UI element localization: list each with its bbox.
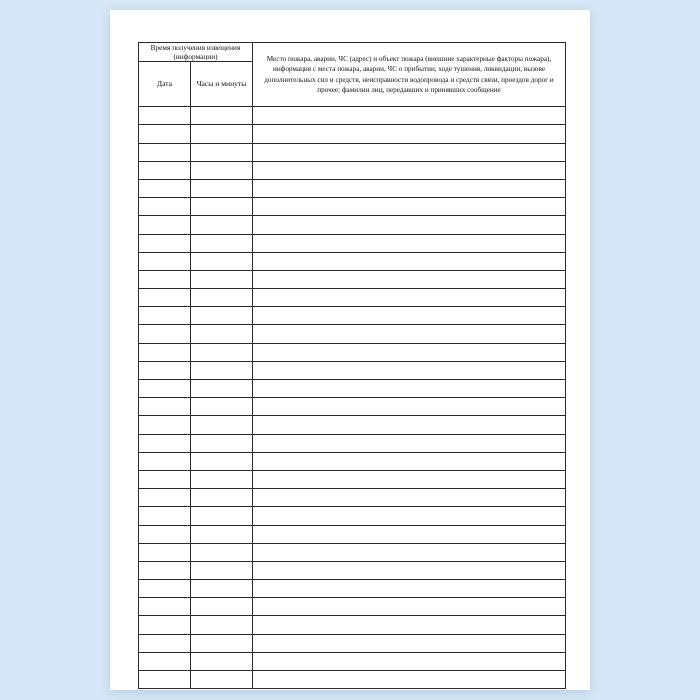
cell-date[interactable]	[139, 489, 191, 507]
table-row[interactable]	[139, 489, 566, 507]
header-date: Дата	[139, 62, 191, 107]
cell-description[interactable]	[253, 416, 566, 434]
cell-time[interactable]	[191, 416, 253, 434]
cell-date[interactable]	[139, 179, 191, 197]
cell-time[interactable]	[191, 143, 253, 161]
table-row[interactable]	[139, 234, 566, 252]
cell-date[interactable]	[139, 543, 191, 561]
cell-date[interactable]	[139, 216, 191, 234]
cell-date[interactable]	[139, 343, 191, 361]
table-row[interactable]	[139, 252, 566, 270]
cell-date[interactable]	[139, 270, 191, 288]
table-row[interactable]	[139, 616, 566, 634]
table-row[interactable]	[139, 598, 566, 616]
cell-date[interactable]	[139, 652, 191, 670]
table-row[interactable]	[139, 270, 566, 288]
table-row[interactable]	[139, 580, 566, 598]
cell-description[interactable]	[253, 561, 566, 579]
cell-date[interactable]	[139, 598, 191, 616]
cell-time[interactable]	[191, 434, 253, 452]
cell-description[interactable]	[253, 107, 566, 125]
table-row[interactable]	[139, 380, 566, 398]
cell-description[interactable]	[253, 307, 566, 325]
cell-time[interactable]	[191, 525, 253, 543]
cell-date[interactable]	[139, 616, 191, 634]
header-time-received-group: Время получения извещения (информации)	[139, 43, 253, 62]
cell-description[interactable]	[253, 470, 566, 488]
cell-time[interactable]	[191, 507, 253, 525]
cell-description[interactable]	[253, 325, 566, 343]
table-row[interactable]	[139, 307, 566, 325]
cell-time[interactable]	[191, 343, 253, 361]
cell-time[interactable]	[191, 580, 253, 598]
cell-date[interactable]	[139, 470, 191, 488]
cell-date[interactable]	[139, 525, 191, 543]
table-row[interactable]	[139, 289, 566, 307]
cell-time[interactable]	[191, 125, 253, 143]
cell-description[interactable]	[253, 525, 566, 543]
cell-time[interactable]	[191, 470, 253, 488]
cell-time[interactable]	[191, 252, 253, 270]
cell-description[interactable]	[253, 543, 566, 561]
table-row[interactable]	[139, 179, 566, 197]
document-page	[110, 10, 590, 690]
cell-time[interactable]	[191, 634, 253, 652]
cell-description[interactable]	[253, 125, 566, 143]
cell-time[interactable]	[191, 652, 253, 670]
table-row[interactable]	[139, 143, 566, 161]
cell-time[interactable]	[191, 234, 253, 252]
cell-date[interactable]	[139, 434, 191, 452]
cell-time[interactable]	[191, 598, 253, 616]
header-row-group	[139, 43, 566, 62]
cell-date[interactable]	[139, 143, 191, 161]
cell-date[interactable]	[139, 161, 191, 179]
journal-table	[138, 42, 566, 689]
cell-description[interactable]	[253, 434, 566, 452]
cell-date[interactable]	[139, 325, 191, 343]
table-row[interactable]	[139, 216, 566, 234]
table-header	[139, 43, 566, 107]
cell-time[interactable]	[191, 216, 253, 234]
cell-time[interactable]	[191, 161, 253, 179]
cell-description[interactable]	[253, 671, 566, 689]
cell-date[interactable]	[139, 634, 191, 652]
cell-description[interactable]	[253, 270, 566, 288]
cell-description[interactable]	[253, 289, 566, 307]
table-row[interactable]	[139, 561, 566, 579]
cell-date[interactable]	[139, 561, 191, 579]
cell-date[interactable]	[139, 398, 191, 416]
cell-description[interactable]	[253, 179, 566, 197]
table-row[interactable]	[139, 543, 566, 561]
cell-date[interactable]	[139, 416, 191, 434]
cell-date[interactable]	[139, 671, 191, 689]
cell-time[interactable]	[191, 489, 253, 507]
table-row[interactable]	[139, 671, 566, 689]
cell-time[interactable]	[191, 561, 253, 579]
cell-date[interactable]	[139, 198, 191, 216]
cell-description[interactable]	[253, 252, 566, 270]
cell-time[interactable]	[191, 361, 253, 379]
cell-description[interactable]	[253, 143, 566, 161]
cell-date[interactable]	[139, 252, 191, 270]
cell-time[interactable]	[191, 671, 253, 689]
cell-description[interactable]	[253, 216, 566, 234]
table-row[interactable]	[139, 434, 566, 452]
cell-date[interactable]	[139, 289, 191, 307]
cell-time[interactable]	[191, 307, 253, 325]
table-row[interactable]	[139, 634, 566, 652]
header-description: Место пожара, аварии, ЧС (адрес) и объект пожара (внешние характерные факторы пожара), информация с места пожара, аварии, ЧС о прибытии, ходе тушения, ликвидации, вызове дополнительных сил и средств, неисправности водопровода и средств связи, проездов дорог и прочее; фамилии лиц, передавших и принявших сообщение	[253, 43, 566, 107]
header-time: Часы и минуты	[191, 62, 253, 107]
cell-description[interactable]	[253, 616, 566, 634]
cell-description[interactable]	[253, 507, 566, 525]
table-row[interactable]	[139, 107, 566, 125]
cell-date[interactable]	[139, 361, 191, 379]
table-row[interactable]	[139, 525, 566, 543]
cell-date[interactable]	[139, 507, 191, 525]
cell-description[interactable]	[253, 652, 566, 670]
cell-time[interactable]	[191, 270, 253, 288]
cell-date[interactable]	[139, 307, 191, 325]
cell-description[interactable]	[253, 398, 566, 416]
cell-description[interactable]	[253, 489, 566, 507]
cell-time[interactable]	[191, 543, 253, 561]
cell-time[interactable]	[191, 398, 253, 416]
cell-description[interactable]	[253, 361, 566, 379]
cell-date[interactable]	[139, 234, 191, 252]
cell-date[interactable]	[139, 452, 191, 470]
cell-time[interactable]	[191, 616, 253, 634]
table-row[interactable]	[139, 343, 566, 361]
cell-description[interactable]	[253, 234, 566, 252]
table-row[interactable]	[139, 125, 566, 143]
cell-time[interactable]	[191, 289, 253, 307]
table-row[interactable]	[139, 652, 566, 670]
cell-description[interactable]	[253, 198, 566, 216]
cell-description[interactable]	[253, 580, 566, 598]
table-row[interactable]	[139, 325, 566, 343]
cell-time[interactable]	[191, 179, 253, 197]
cell-date[interactable]	[139, 380, 191, 398]
cell-description[interactable]	[253, 598, 566, 616]
cell-time[interactable]	[191, 380, 253, 398]
cell-date[interactable]	[139, 107, 191, 125]
table-row[interactable]	[139, 507, 566, 525]
table-row[interactable]	[139, 398, 566, 416]
cell-description[interactable]	[253, 452, 566, 470]
table-body	[139, 107, 566, 689]
cell-description[interactable]	[253, 634, 566, 652]
table-row[interactable]	[139, 161, 566, 179]
cell-date[interactable]	[139, 580, 191, 598]
cell-time[interactable]	[191, 107, 253, 125]
cell-date[interactable]	[139, 125, 191, 143]
cell-description[interactable]	[253, 380, 566, 398]
table-row[interactable]	[139, 416, 566, 434]
cell-time[interactable]	[191, 452, 253, 470]
cell-description[interactable]	[253, 161, 566, 179]
cell-description[interactable]	[253, 343, 566, 361]
page-content-area	[138, 42, 566, 666]
cell-time[interactable]	[191, 325, 253, 343]
table-row[interactable]	[139, 452, 566, 470]
table-row[interactable]	[139, 470, 566, 488]
cell-time[interactable]	[191, 198, 253, 216]
table-row[interactable]	[139, 361, 566, 379]
table-row[interactable]	[139, 198, 566, 216]
